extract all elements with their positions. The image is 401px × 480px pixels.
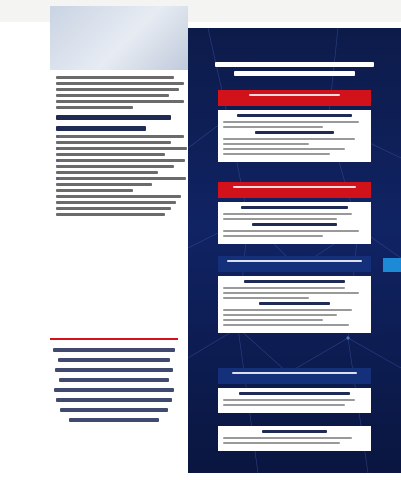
program-session-card bbox=[218, 388, 371, 413]
day-banner-4 bbox=[218, 368, 371, 384]
left-column-text bbox=[56, 76, 184, 219]
left-column-photo bbox=[50, 6, 188, 70]
pull-quote bbox=[50, 338, 178, 458]
panel-title bbox=[208, 62, 381, 80]
program-session-card bbox=[218, 202, 371, 244]
section-heading bbox=[56, 115, 171, 120]
day-banner-2 bbox=[218, 182, 371, 198]
day-banner-1 bbox=[218, 90, 371, 106]
page-number-tab bbox=[383, 258, 401, 272]
program-session-card bbox=[218, 426, 371, 451]
program-session-card bbox=[218, 276, 371, 333]
event-program-panel bbox=[188, 28, 401, 473]
program-session-card bbox=[218, 110, 371, 162]
day-banner-3 bbox=[218, 256, 371, 272]
